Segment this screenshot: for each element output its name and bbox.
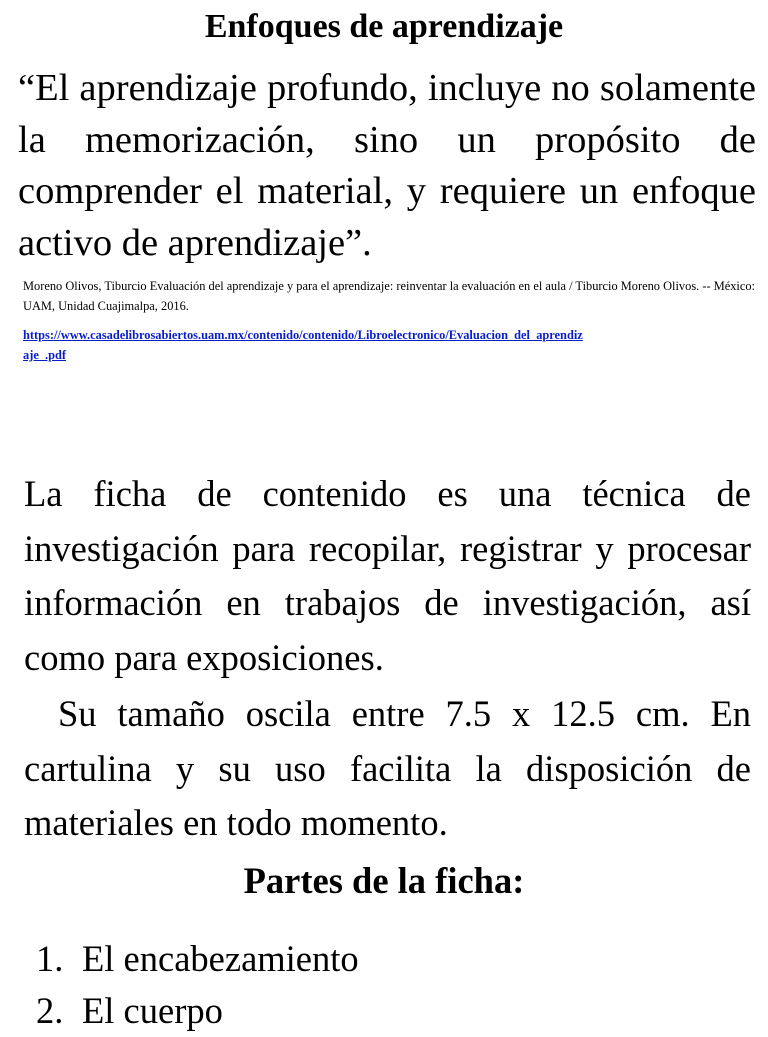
list-item bbox=[36, 933, 359, 985]
list-item-label: El cuerpo bbox=[82, 990, 223, 1031]
citation-text: Moreno Olivos, Tiburcio Evaluación del aprendizaje y para el aprendizaje: reinventar la evaluación en el aula / Tiburcio Moreno Olivos. -- México: UAM, Unidad Cuajimalpa, 2016. bbox=[23, 279, 755, 313]
section-subtitle: Partes de la ficha: bbox=[243, 860, 525, 901]
list-item-number: 2. bbox=[36, 990, 64, 1031]
content-paragraph-size: Su tamaño oscila entre 7.5 x 12.5 cm. En cartulina y su uso facilita la disposición de materiales en todo momento. bbox=[24, 693, 751, 843]
list-item bbox=[36, 985, 359, 1037]
list-item-number: 1. bbox=[36, 938, 64, 979]
page-title: Enfoques de aprendizaje bbox=[204, 8, 564, 45]
parts-list bbox=[36, 933, 359, 1037]
content-paragraph-definition: La ficha de contenido es una técnica de investigación para recopilar, registrar y procesar información en trabajos de investigación, así como para exposiciones. bbox=[24, 473, 751, 678]
source-link[interactable]: https://www.casadelibrosabiertos.uam.mx/contenido/contenido/Libroelectronico/Evaluacion_del_aprendizaje_.pdf bbox=[23, 328, 583, 362]
list-item-label: El encabezamiento bbox=[82, 938, 359, 979]
quote-paragraph: “El aprendizaje profundo, incluye no solamente la memorización, sino un propósito de comprender el material, y requiere un enfoque activo de aprendizaje”. bbox=[18, 67, 756, 264]
